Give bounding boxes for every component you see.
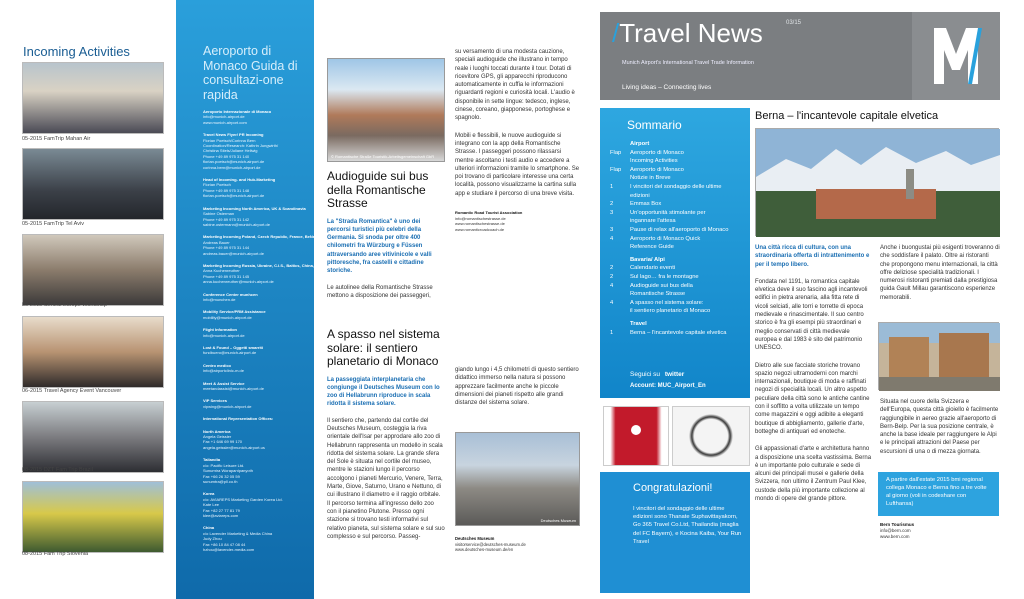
toc-entry-title: Romantische Strasse [630, 291, 686, 298]
toc-entry-title: Calendario eventi [630, 265, 676, 272]
contact-block [203, 363, 314, 374]
toc-page-number: Flap [610, 166, 622, 173]
contact-block-line: Phone +49 89 975 31 140 [203, 153, 250, 159]
bmi-regional-info-box: A partire dall'estate 2015 bmi regional collega Monaco e Berna fino a tre volte al giorno (voli in codeshare con Lufthansa) [878, 472, 999, 516]
contact-block-line: andreas.bauer@munich-airport.de [203, 250, 264, 256]
contact-block-line: Judy Zhou [203, 536, 222, 542]
contact-block-line: Phone +49 89 975 31 144 [203, 245, 250, 251]
contact-block [203, 398, 314, 409]
bern-contact-web: www.bern.com [880, 534, 910, 539]
congrats-text: I vincitori del sondaggio delle ultime edizioni sono Thanate Suphavittayakorn, Go 365 Travel Co.Ltd, Thailandia (maglia del FC Bayern), e Kocina Kaiba, Your Run Travel [633, 506, 742, 545]
contact-block-line: florian.poetsch@munich-airport.de [203, 193, 265, 199]
toc-page-number: 4 [610, 299, 614, 306]
incoming-activities-title: Incoming Activities [23, 44, 130, 59]
toc-page-number: 4 [610, 235, 614, 242]
toc-entry-title: I vincitori del sondaggio delle ultime [630, 184, 722, 190]
photo-brazil [22, 401, 164, 473]
contact-block [203, 345, 314, 356]
contact-block-heading: Travel News Flyer/ PR Incoming [203, 132, 264, 138]
contact-block [203, 429, 314, 451]
toc-page-number: 4 [610, 282, 614, 289]
contact-block-heading: Marketing Incoming Russia, Ukraine, C.I.S., Baltics, China, Japan, Korea, India [203, 262, 352, 268]
contact-block-heading: Marketing Incoming Poland, Czech Republic, France, BeNeLux, Italy [203, 234, 333, 240]
issue-number: 03/15 [786, 20, 802, 26]
contact-block-heading: Korea [203, 491, 215, 497]
quick-reference-title: Aeroporto di Monaco Guida di consultazi-one rapida [203, 44, 298, 102]
contact-block-line: info@munich-airport.de [203, 332, 245, 338]
audioguide-heading: Audioguide sui bus della Romantische Strasse [327, 169, 429, 210]
audioguide-app-body: Mobili e flessibili, le nuove audioguide si integrano con la app della Romantische Strasse. I passeggeri possono rilassarsi mentre ascoltano i testi audio e accedere a ulteriori informazioni tramite lo smartphone. Se poi trovano di particolare interesse una certa località, possono visualizzarne la cartina sulla app e studiare il percorso di una breve visita. [455, 132, 580, 197]
contact-block-line: angela.geissler@munich-airport.us [203, 444, 265, 450]
bern-paragraph-4: Anche i buongustai più esigenti troveranno di che soddisfare il palato. Oltre ai ristoranti che propongono menu internazionali, la città offre deliziose specialità tradizionali. I numerosi ristoranti premiati dalla prestigiosa guida Gault Millau garantiscono esperienze memorabili. [880, 245, 1000, 301]
contact-block-line: florian.poetsch@munich-airport.de [203, 159, 265, 165]
romantic-road-contact-1: info@romantischestrasse.de [455, 215, 506, 221]
masthead-title: /Travel News [612, 18, 763, 48]
romantic-road-contact-3: www.romanticroadcoach.de [455, 226, 505, 232]
toc-entry-title: Incoming Activities [630, 158, 678, 165]
audioguide-body-cont: su versamento di una modesta cauzione, speciali audioguide che illustrano in tempo reale i luoghi toccati durante il tour. Dotati di ricevitore GPS, gli apparecchi riproducono automaticamente in cuffia le informazioni riguardanti regioni e curiosità locali. L'audio è disponibile in sette lingue: tedesco, inglese, cinese, coreano, giapponese, portoghese e spagnolo. [455, 49, 575, 122]
toc-page-number: 2 [610, 274, 614, 280]
quick-reference-column [176, 0, 352, 599]
contact-block-line: Florian Poetsch [203, 182, 231, 188]
audioguide-lead: La "Strada Romantica" è uno dei percorsi turistici più celebri della Germania. Si snoda per oltre 400 chilometri fra Würzburg e Füssen attraversando aree vitivinicole e valli pittoresche, fra castelli e cittadine storiche. [327, 218, 432, 275]
contact-block-heading: Flight Information [203, 327, 237, 333]
solar-path-heading: A spasso nel sistema solare: il sentiero planetario di Monaco [327, 327, 440, 368]
bern-article-heading: Berna – l'incantevole capitale elvetica [755, 110, 939, 122]
contact-block-line: fundbuero@munich-airport.de [203, 350, 257, 356]
toc-page-number: 2 [610, 265, 614, 272]
audioguide-column [319, 0, 447, 599]
romantic-road-bus-image [327, 58, 445, 162]
solar-path-body-cont: giando lungo i 4,5 chilometri di questo sentiero didattico immerso nella natura si possono apprezzare facilmente anche le piccole dimensioni dei pianeti rispetto alle grandi distanze del sistema solare. [455, 367, 579, 407]
contact-block [203, 457, 314, 484]
bern-paragraph-3: Gli appassionati d'arte e architettura hanno a disposizione una scelta vastissima. Berna è un importante polo culturale e sede di alcuni dei principali musei e gallerie della Svizzera, non ultimo il Zentrum Paul Klee, custode della più importante collezione al mondo di opere del grande pittore. [755, 446, 872, 503]
twitter-logo-icon[interactable]: twitter [664, 371, 685, 378]
bern-street-image [878, 322, 999, 390]
photo-central-europe [22, 234, 164, 306]
contact-block-heading: Conference Center munhcen [203, 291, 258, 297]
toc-entry-title: Emmas Box [630, 201, 662, 208]
toc-page-number: 2 [610, 201, 614, 208]
contact-block-heading: Aeroporto Internazionale di Monaco [203, 109, 272, 114]
contact-block [203, 206, 314, 228]
contact-blocks [203, 109, 352, 552]
contact-block-line: info@munchen.de [203, 296, 236, 302]
contact-block [203, 177, 314, 199]
contact-block-heading: Tailandia [203, 457, 221, 463]
contact-block [203, 491, 314, 518]
fc-bayern-jersey-image [603, 406, 669, 466]
munich-airport-logo-icon [912, 12, 1000, 100]
incoming-activities-column [0, 0, 172, 599]
contact-block [203, 262, 352, 285]
contact-block-line: meetandassist@munich-airport.de [203, 386, 264, 392]
museum-contact-2: www.deutsches-museum.de/en [455, 547, 514, 553]
follow-us: Seguici su twitter [630, 371, 685, 378]
solar-path-body: Il sentiero che, partendo dal cortile del Deutsches Museum, costeggia la riva orientale dell'Isar per approdare allo zoo di Hellabrunn rappresenta un modello in scala ridotta del sistema solare. La grande sfera del Sole è situata nel cortile del museo, mentre le stazioni lungo il percorso accolgono i pianeti Mercurio, Venere, Terra, Marte, Giove, Saturno, Urano e Nettuno, di cui illustrano il diametro e il raggio orbitale. Il percorso termina all'ingresso dello zoo con il pianetino Plutone. Presso ogni stazione si trovano testi informativi sul relativo pianeta, sul sistema solare e sul suo complesso e sul percorso. Passeg- [327, 417, 445, 540]
toc-entry-title: ingannare l'attesa [630, 218, 676, 225]
toc-title: Sommario [627, 118, 682, 132]
contact-block-line: www.munich-airport.com [203, 119, 247, 125]
contact-block [203, 109, 314, 125]
toc-entry-title: Aeroporto di Monaco [630, 166, 684, 173]
toc-page-number: 1 [610, 184, 614, 190]
solar-path-lead: La passeggiata interplanetaria che congiunge il Deutsches Museum con lo zoo di Hellabrunn riproduce in scala ridotta il sistema solare. [327, 376, 440, 408]
bern-paragraph-2: Dietro alle sue facciate storiche trovano spazio negozi ultramoderni con marchi internazionali, boutique di moda e raffinati negozi di specialità locali. Un altro aspetto peculiare della città sono le antiche cantine con il soffitto a volta utilizzate un tempo come magazzini e oggi adibite a eleganti boutique di abbigliamento, gallerie d'arte, botteghe di antiquari ed enoteche. [755, 362, 870, 435]
toc-entry-title: edizioni [630, 192, 650, 199]
twitter-account[interactable]: Account: MUC_Airport_En [630, 383, 706, 389]
toc-entry-title: Sul lago… fra le montagne [630, 274, 699, 280]
audioguide-body: Le autolinee della Romantische Strasse mettono a disposizione dei passeggeri, [327, 284, 433, 299]
contact-block-line: sunumtra@pll.co.th [203, 478, 238, 484]
audioguide-continued-column [451, 0, 586, 599]
contact-block-line: corinna.bern@munich-airport.de [203, 164, 261, 170]
contact-block-line: Florian Poetsch/Corinna Bern [203, 137, 256, 143]
congrats-title: Congratulazioni! [633, 482, 713, 494]
contact-block [203, 327, 314, 338]
contact-block [203, 292, 314, 303]
contact-block-heading: International Representation Offices: [203, 416, 274, 422]
toc-entry-title: Aeroporto di Monaco Quick [630, 235, 701, 242]
romantic-road-contact-head: Romantic Road Tourist Association [455, 210, 523, 216]
photo-famtrip-mahan [22, 62, 164, 134]
contact-block-line: Andreas Bauer [203, 239, 230, 245]
caption-3: 06-2015 Central Europe Workshop [22, 302, 107, 308]
toc-entry-title: Reference Guide [630, 244, 674, 251]
contact-block-heading: Meet & Assist Service [203, 380, 245, 386]
bern-contact-head: Bern Tourismus [880, 522, 915, 527]
toc-entry-title: Un'opportunità stimolante per [630, 209, 706, 216]
contact-block-heading: Head of Incoming- and Hub-Marketing [203, 177, 276, 183]
contact-block-line: Fax +66 26 32 05 59 [203, 473, 240, 479]
caption-6: 08-2015 Fam Trip Slovenia [22, 551, 89, 557]
bern-lead: Una città ricca di cultura, con una straordinaria offerta di intrattenimento e per il tempo libero. [755, 245, 870, 268]
deutsches-museum-image-caption: Deutsches Museum [540, 518, 576, 523]
toc-entry-title: Notizie in Breve [630, 175, 671, 182]
toc-entry-title: Audioguide sui bus della [630, 282, 693, 289]
bern-paragraph-5: Situata nel cuore della Svizzera e dell'Europa, questa città gioiello è facilmente raggiungibile in aereo grazie all'aeroporto di Bern-Belp. Per la sua posizione centrale, è anche la base ideale per raggiungere le Alpi e le principali attrazioni del Paese per escursioni di una o di mezza giornata. [880, 399, 999, 455]
contact-block-line: info@airportclinic-m.de [203, 368, 244, 374]
congratulations-box [600, 472, 750, 593]
romantic-road-image-caption: © Romantische Straße Touristik-Arbeitsgemeinschaft GbR [331, 154, 435, 159]
museum-contact-1: visitorservice@deutsches-museum.de [455, 541, 526, 547]
toc-section-heading: Travel [630, 321, 647, 327]
contact-block [203, 381, 314, 392]
toc-entry-title: Pause di relax all'aeroporto di Monaco [630, 227, 729, 233]
toc-page-number: 3 [610, 227, 614, 233]
contact-block-line: anna.kuchenreuther@munich-airport.de [203, 279, 274, 285]
toc-entry-title: Berna – l'incantevole capitale elvetica [630, 329, 727, 336]
contact-block-line: vipwing@munich-airport.de [203, 403, 252, 409]
contact-block-line: Christina Stiels/Juliane Hellwig [203, 148, 258, 154]
contact-block-line: Phone +49 89 975 31 148 [203, 187, 250, 193]
toc-page-number: 1 [610, 329, 614, 336]
contact-block [203, 525, 314, 552]
bern-paragraph-1: Fondata nel 1191, la romantica capitale elvetica deve il suo fascino agli incantevoli edifici in pietra arenaria, alla fitta rete di vicoli selciati, alle torri e torrette di epoca medievale e rinascimentale. Il suo centro storico è fra gli esempi più straordinari e meglio conservati di città medievale europea e dal 1983 è sito del patrimonio UNESCO. [755, 278, 868, 352]
toc-page-number: 3 [610, 209, 614, 216]
contact-block-line: Anna Kuchenreuther [203, 268, 240, 274]
toc-entry-title: A spasso nel sistema solare: [630, 299, 704, 306]
bern-panorama-image [755, 128, 999, 236]
contact-block-line: mobility@munich-airport.de [203, 314, 252, 320]
contact-block-heading: Lost & Found – Oggetti smarriti [203, 345, 264, 350]
deutsches-museum-image [455, 432, 580, 526]
contact-block-line: c/o Lavender Marketing & Media China [203, 530, 273, 536]
toc-entry-title: il sentiero planetario di Monaco [630, 308, 711, 315]
contact-block-line: Fax +86 10 84 47 08 44 [203, 541, 246, 547]
photo-slovenia [22, 481, 164, 553]
contact-block-heading: Centro medico [203, 362, 232, 368]
caption-1: 05-2015 FamTrip Mahan Air [22, 136, 91, 142]
masthead-subtitle: Munich Airport's International Travel Trade Information [622, 60, 754, 66]
contact-block-heading: China [203, 525, 215, 531]
romantic-road-contact-2: www.romantischestrasse.de [455, 221, 505, 227]
toc-section-heading: Airport [630, 141, 650, 147]
contact-block-line: sabine.ostermann@munich-airport.de [203, 221, 270, 227]
contact-block-line: hzhou@lavender-media.com [203, 546, 255, 552]
contact-block [203, 309, 314, 320]
contact-block [203, 234, 333, 256]
contact-block-line: Sunumtra Worapantpanyoth [203, 468, 253, 474]
contact-block-heading: VIP Services [203, 398, 227, 404]
contact-block-line: klee@aviareps.com [203, 512, 239, 518]
museum-contact-head: Deutsches Museum [455, 536, 495, 541]
toc-entry-title: Aeroporto di Monaco [630, 149, 684, 156]
contact-block-heading: Marketing Incoming North America, UK & Scandinavia [203, 205, 306, 211]
caption-2: 05-2015 FamTrip Tel Aviv [22, 221, 84, 227]
caption-4: 06-2015 Travel Agency Event Vancouver [22, 388, 122, 394]
contact-block-line: c/o: Pacific Leisure Ltd. [203, 462, 245, 468]
watch-image [672, 406, 750, 466]
contact-block-line: Sabine Osterman [203, 211, 235, 217]
contact-block-line: Fax +1 646 69 99 170 [203, 439, 243, 445]
contact-block-heading: North America [203, 428, 231, 434]
contact-block-line: info@munich-airport.de [203, 114, 245, 120]
travel-news-masthead [600, 12, 1000, 100]
contact-block [203, 132, 314, 170]
photo-famtrip-telaviv [22, 148, 164, 220]
contact-block [203, 416, 314, 421]
contact-block-line: Kate Lee [203, 502, 220, 508]
table-of-contents [600, 108, 750, 398]
contact-block-line: Angela Geissler [203, 434, 232, 440]
contact-block-heading: Mobility Service/PRM Assistance [203, 309, 266, 315]
toc-section-heading: Bavaria/ Alpi [630, 256, 665, 263]
caption-5: 08-2015 DZT Fam Trip Brazil [22, 467, 93, 473]
contact-block-line: Fax +82 27 77 81 79 [203, 507, 240, 513]
toc-page-number: Flap [610, 149, 622, 156]
contact-block-line: Coordination/Research: Kathrin Jungwirth/ [203, 143, 279, 149]
bern-contact-email: info@bern.com [880, 528, 911, 533]
masthead-tagline: Living ideas – Connecting lives [622, 84, 712, 91]
contact-block-line: Phone +49 89 975 31 145 [203, 273, 250, 279]
contact-block-line: c/o: AVIAREPS Marketing Garden Korea Ltd. [203, 496, 283, 502]
contact-block-line: Phone +49 89 975 31 142 [203, 216, 250, 222]
photo-vancouver [22, 316, 164, 388]
